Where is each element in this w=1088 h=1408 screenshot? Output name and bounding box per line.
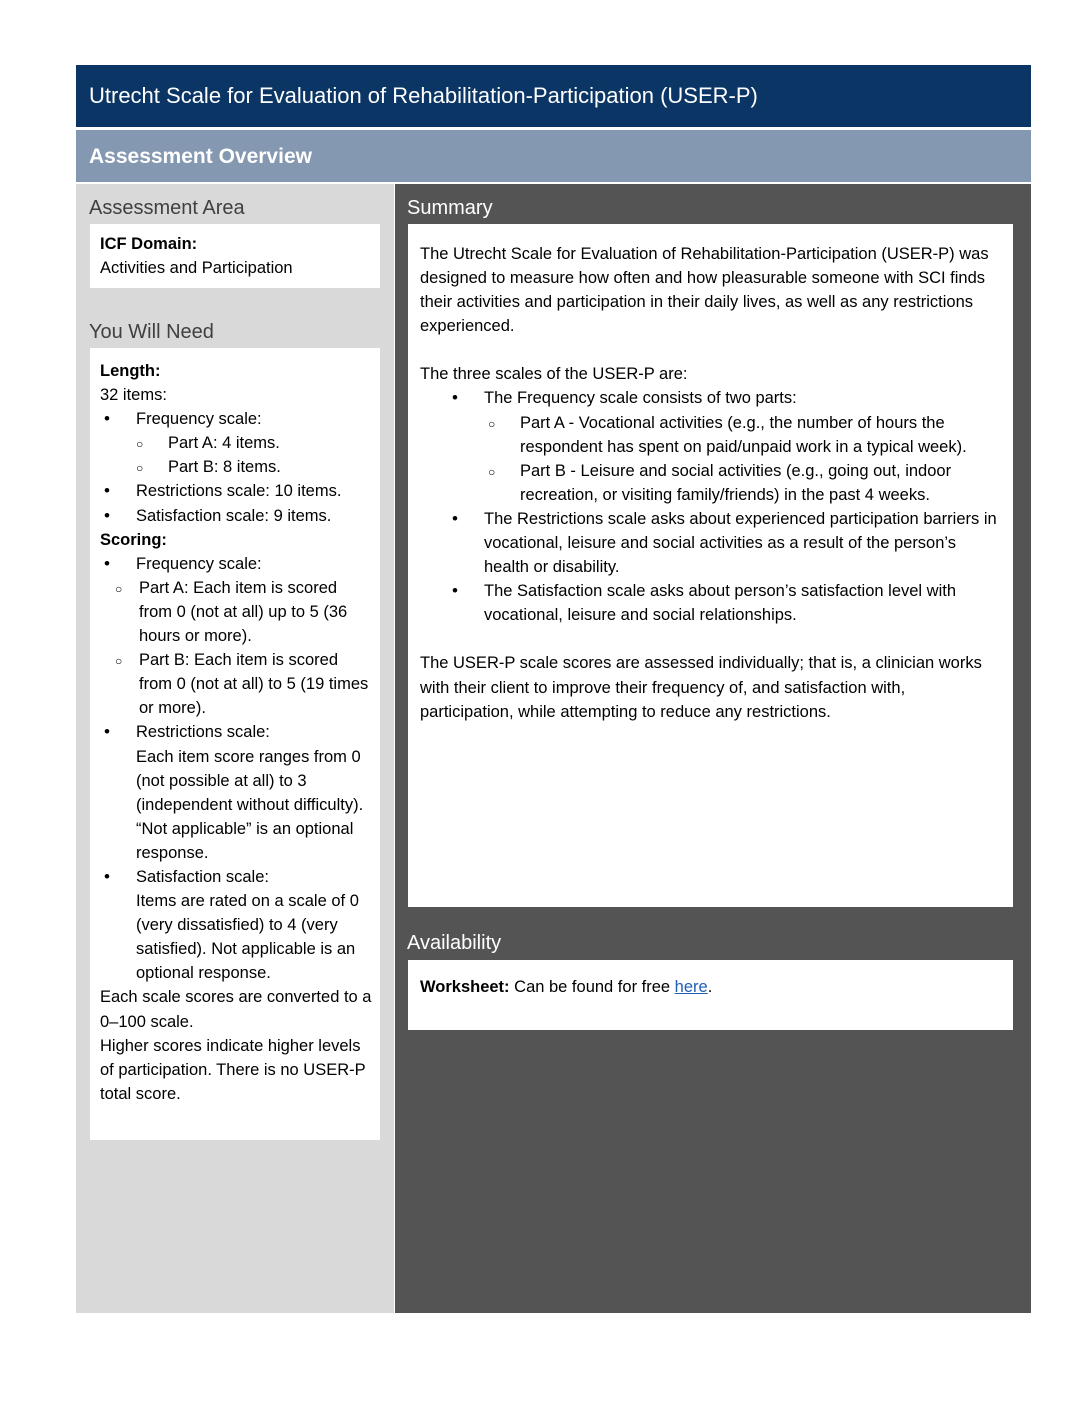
availability-box bbox=[408, 960, 1013, 1030]
you-will-need-box bbox=[90, 348, 380, 1140]
scoring-frequency-parts bbox=[100, 576, 372, 721]
list-item: • Restrictions scale: 10 items. bbox=[100, 479, 372, 503]
scales-intro: The three scales of the USER-P are: bbox=[420, 365, 688, 384]
left-column bbox=[76, 184, 394, 1313]
frequency-scale-summary: The Frequency scale consists of two parts: bbox=[484, 389, 797, 408]
scoring-list bbox=[100, 552, 372, 576]
worksheet-link[interactable]: here bbox=[674, 978, 708, 996]
worksheet-text: Can be found for free bbox=[509, 978, 675, 996]
document-title: Utrecht Scale for Evaluation of Rehabilitation-Participation (USER-P) bbox=[76, 65, 1031, 127]
conversion-note: Each scale scores are converted to a 0–100 scale. bbox=[100, 988, 372, 1031]
interpretation-note: Higher scores indicate higher levels of participation. There is no USER-P total score. bbox=[100, 1036, 366, 1103]
right-column bbox=[395, 184, 1031, 1313]
list-item: • The Restrictions scale asks about experienced participation barriers in vocational, leisure and social activities as a result of the person’s health or disability. bbox=[448, 507, 999, 579]
list-item: • Frequency scale: bbox=[100, 552, 372, 576]
list-item: ○ Part A: 4 items. bbox=[136, 431, 372, 455]
items-total: 32 items: bbox=[100, 386, 167, 405]
list-item bbox=[448, 386, 999, 506]
summary-conclusion: The USER-P scale scores are assessed individually; that is, a clinician works with their client to improve their frequency of, and satisfaction with, participation, while attempting to reduce any restrictions. bbox=[420, 654, 982, 721]
restrictions-scoring-text: Each item score ranges from 0 (not possible at all) to 3 (independent without difficulty). “Not applicable” is an optional response. bbox=[136, 747, 364, 862]
list-item: ○ Part A: Each item is scored from 0 (not at all) up to 5 (36 hours or more). bbox=[100, 576, 372, 648]
list-item: ○ Part B: 8 items. bbox=[136, 455, 372, 479]
scoring-label: Scoring: bbox=[100, 530, 167, 549]
length-list bbox=[100, 407, 372, 527]
section-title: Assessment Overview bbox=[76, 130, 1031, 182]
satisfaction-scoring-text: Items are rated on a scale of 0 (very dissatisfied) to 4 (very satisfied). Not applicable is an optional response. bbox=[136, 892, 359, 983]
summary-heading: Summary bbox=[407, 197, 493, 219]
worksheet-label: Worksheet: bbox=[420, 978, 510, 996]
list-item: ○ Part B: Each item is scored from 0 (not at all) to 5 (19 times or more). bbox=[100, 648, 372, 720]
list-item: • Satisfaction scale: 9 items. bbox=[100, 504, 372, 528]
list-item bbox=[100, 407, 372, 479]
list-item: • The Satisfaction scale asks about person’s satisfaction level with vocational, leisure and social relationships. bbox=[448, 579, 999, 627]
satisfaction-scoring-label: • Satisfaction scale: bbox=[136, 867, 269, 886]
list-item: ○ Part B - Leisure and social activities (e.g., going out, indoor recreation, or visiting family/friends) in the past 4 weeks. bbox=[488, 459, 999, 507]
scoring-list-continued bbox=[100, 720, 372, 985]
assessment-area-heading: Assessment Area bbox=[89, 197, 245, 219]
worksheet-line bbox=[420, 975, 1001, 999]
icf-domain-label: ICF Domain: bbox=[100, 235, 198, 253]
frequency-parts-list bbox=[136, 431, 372, 479]
scales-list bbox=[448, 386, 999, 627]
summary-box bbox=[408, 224, 1013, 907]
length-label: Length: bbox=[100, 362, 161, 380]
worksheet-end: . bbox=[707, 978, 713, 996]
list-item bbox=[100, 720, 372, 865]
list-item: ○ Part A - Vocational activities (e.g., the number of hours the respondent has spent on paid/unpaid work in a typical week). bbox=[488, 411, 999, 459]
you-will-need-heading: You Will Need bbox=[89, 321, 214, 343]
summary-intro: The Utrecht Scale for Evaluation of Rehabilitation-Participation (USER-P) was designed to measure how often and how pleasurable someone with SCI finds their activities and participation in their daily lives, as well as any restrictions experienced. bbox=[420, 245, 989, 336]
restrictions-scoring-label: • Restrictions scale: bbox=[136, 723, 270, 742]
frequency-scale-length: Frequency scale: bbox=[136, 410, 262, 429]
list-item bbox=[100, 865, 372, 985]
availability-heading: Availability bbox=[407, 932, 502, 954]
frequency-parts-summary bbox=[488, 411, 999, 507]
assessment-area-box bbox=[90, 224, 380, 288]
icf-domain-value: Activities and Participation bbox=[100, 259, 293, 278]
